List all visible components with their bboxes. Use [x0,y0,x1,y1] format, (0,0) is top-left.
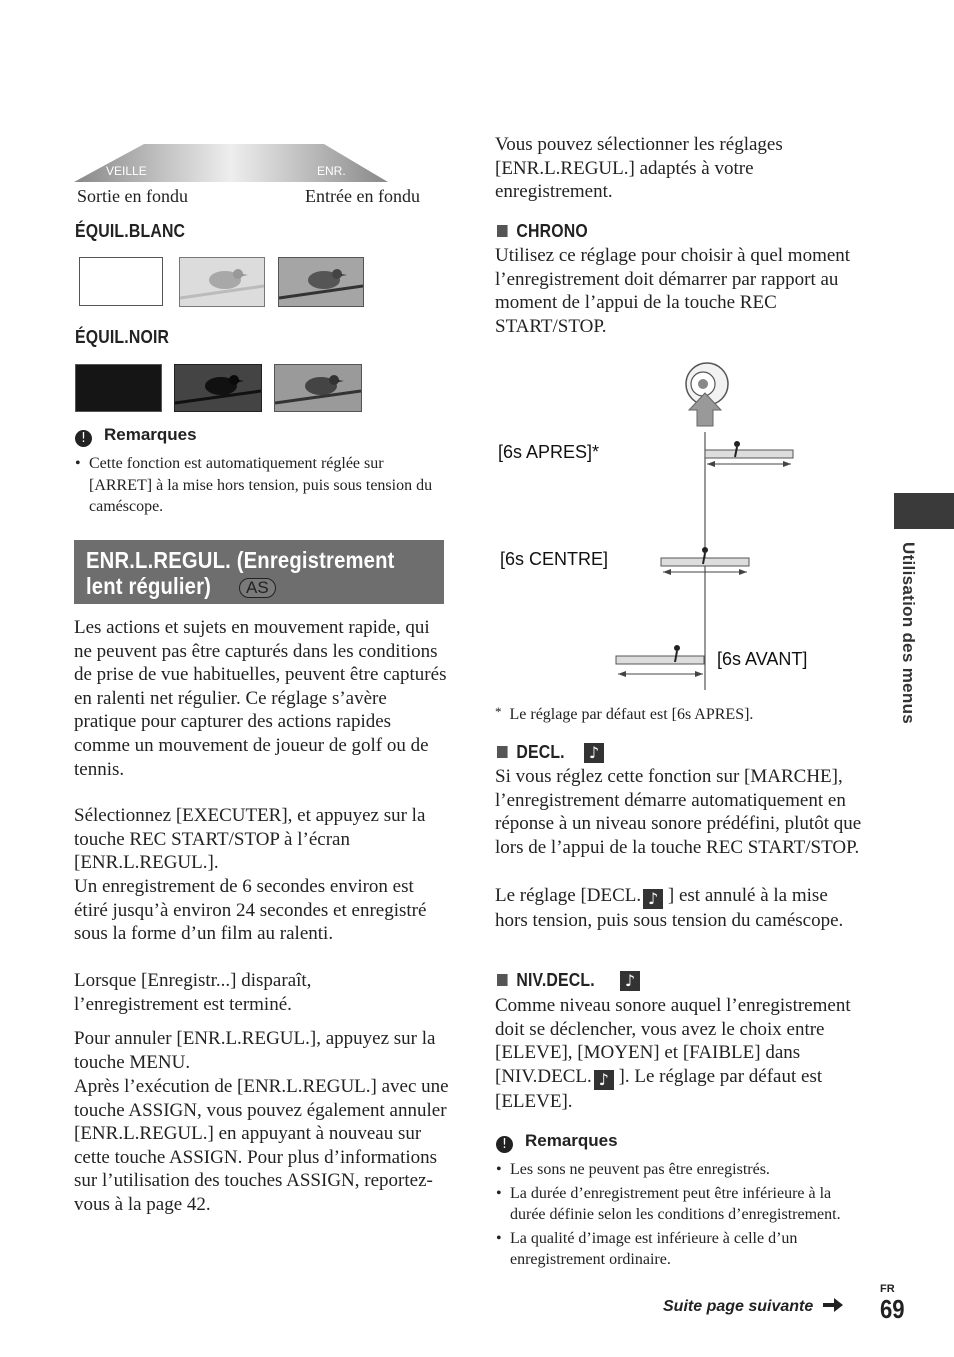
section-header [74,540,444,604]
paragraph-cancel: Pour annuler [ENR.L.REGUL.], appuyez sur la touche MENU. [74,1028,436,1073]
fade-left-badge: VEILLE [106,164,147,178]
section-title-line2-row [86,573,269,600]
audio-trigger-icon: ♪ [643,889,663,909]
notes-title-row [496,1131,856,1155]
notes-block-2 [496,1131,856,1271]
decl-heading: DECL. [516,742,565,762]
footnote-text: Le réglage par défaut est [6s APRES]. [509,706,754,723]
niv-decl-text [495,994,865,1113]
notes-title-row [75,425,445,449]
warning-icon: ! [75,430,92,447]
fade-left-caption: Sortie en fondu [77,186,188,206]
audio-trigger-icon: ♪ [620,971,640,991]
equil-noir-heading: ÉQUIL.NOIR [75,327,170,347]
right-intro: Vous pouvez sélectionner les réglages [ENR.L.REGUL.] adaptés à votre enregistrement. [495,134,783,203]
decl-text-2 [495,884,865,933]
notes-title: Remarques [104,425,197,444]
footnote-mark: * [495,704,502,719]
chrono-text: Utilisez ce réglage pour choisir à quel moment l’enregistrement doit démarrer par rapport au moment de l’appui de la touche REC START/STOP. [495,245,851,337]
niv-decl-text-a: Comme niveau sonore auquel l’enregistrement doit se déclencher, vous avez le choix entre [ELEVE], [MOYEN] et [FAIBLE] dans [NIV.DECL. [495,995,851,1087]
audio-trigger-icon: ♪ [584,743,604,763]
fade-diagram [74,140,394,186]
bullet-square-icon [497,974,508,986]
label-6s-after: [6s APRES]* [498,442,600,462]
notes-title: Remarques [525,1131,618,1150]
bullet-square-icon [497,225,508,237]
bird-image-grey [274,364,362,412]
niv-decl-text-b: ]. Le réglage par défaut est [ELEVE]. [495,1065,823,1112]
decl-heading-row [497,742,565,763]
paragraph-assign: Après l’exécution de [ENR.L.REGUL.] avec une touche ASSIGN, vous pouvez également annuler [ENR.L.REGUL.] en appuyant à nouveau sur cette touche ASSIGN. Pour plus d’informations sur l’utilisation des touches ASSIGN, reportez-vous à la page 42. [74,1076,449,1215]
section-title-line1: ENR.L.REGUL. (Enregistrement [86,547,395,573]
note-item: • La qualité d’image est inférieure à celle d’un enregistrement ordinaire. [496,1228,855,1271]
fade-right-badge: ENR. [317,164,346,178]
note-item: • Les sons ne peuvent pas être enregistrés. [496,1159,856,1181]
timing-diagram-graphic [495,360,835,690]
label-6s-before: [6s AVANT] [717,649,808,669]
notes-block-1 [75,425,445,518]
paragraph-finish: Lorsque [Enregistr...] disparaît, l’enregistrement est terminé. [74,970,312,1015]
footnote [495,704,753,724]
decl-text-2b: ] est annulé à la mise hors tension, puis sous tension du caméscope. [495,885,844,931]
note-item: • Cette fonction est automatiquement réglée sur [ARRET] à la mise hors tension, puis sous tension du caméscope. [75,453,434,518]
bird-image-dark [174,364,262,412]
bird-image-mid [278,257,364,307]
section-title-line2: lent régulier) [86,573,212,599]
as-badge: AS [239,578,276,598]
language-code: FR [880,1283,895,1295]
black-swatch [75,364,162,412]
paragraph-intro: Les actions et sujets en mouvement rapide, qui ne peuvent pas être capturés dans les conditions de prise de vue habituelles, peuvent être capturés en ralenti net régulier. Ce réglage s’avère pratique pour capturer des actions rapides comme un mouvement de joueur de golf ou de tennis. [74,617,447,780]
fade-gradient-graphic [74,140,394,186]
niv-decl-heading-row [497,970,595,991]
label-6s-centre: [6s CENTRE] [500,549,609,569]
chrono-heading-row [497,221,588,242]
continue-next-page [663,1298,843,1317]
continue-text: Suite page suivante [663,1298,814,1315]
arrow-right-icon [823,1298,843,1317]
niv-decl-heading: NIV.DECL. [516,970,595,990]
paragraph-stretch: Un enregistrement de 6 secondes environ est étiré jusqu’à environ 24 secondes et enregistré sous la forme d’un film au ralenti. [74,876,427,945]
audio-trigger-icon: ♪ [594,1070,614,1090]
page-number: 69 [880,1294,905,1324]
note-item: • La durée d’enregistrement peut être inférieure à la durée définie selon les conditions d’enregistrement. [496,1183,855,1226]
equil-blanc-heading: ÉQUIL.BLANC [75,221,186,241]
paragraph-select: Sélectionnez [EXECUTER], et appuyez sur la touche REC START/STOP à l’écran [ENR.L.REGUL.]. [74,805,426,874]
chapter-label: Utilisation des menus [899,542,918,725]
fade-right-caption: Entrée en fondu [305,186,420,206]
decl-text: Si vous réglez cette fonction sur [MARCHE], l’enregistrement démarre automatiquement en réponse à un niveau sonore prédéfini, plutôt que lors de l’appui de la touche REC START/STOP. [495,766,862,858]
timing-diagram [495,360,835,690]
bird-image-light [179,257,265,307]
chrono-heading: CHRONO [516,221,588,241]
chapter-tab [894,493,954,529]
warning-icon: ! [496,1136,513,1153]
bullet-square-icon [497,746,508,758]
decl-text-2a: Le réglage [DECL. [495,885,642,906]
white-swatch [79,257,163,306]
